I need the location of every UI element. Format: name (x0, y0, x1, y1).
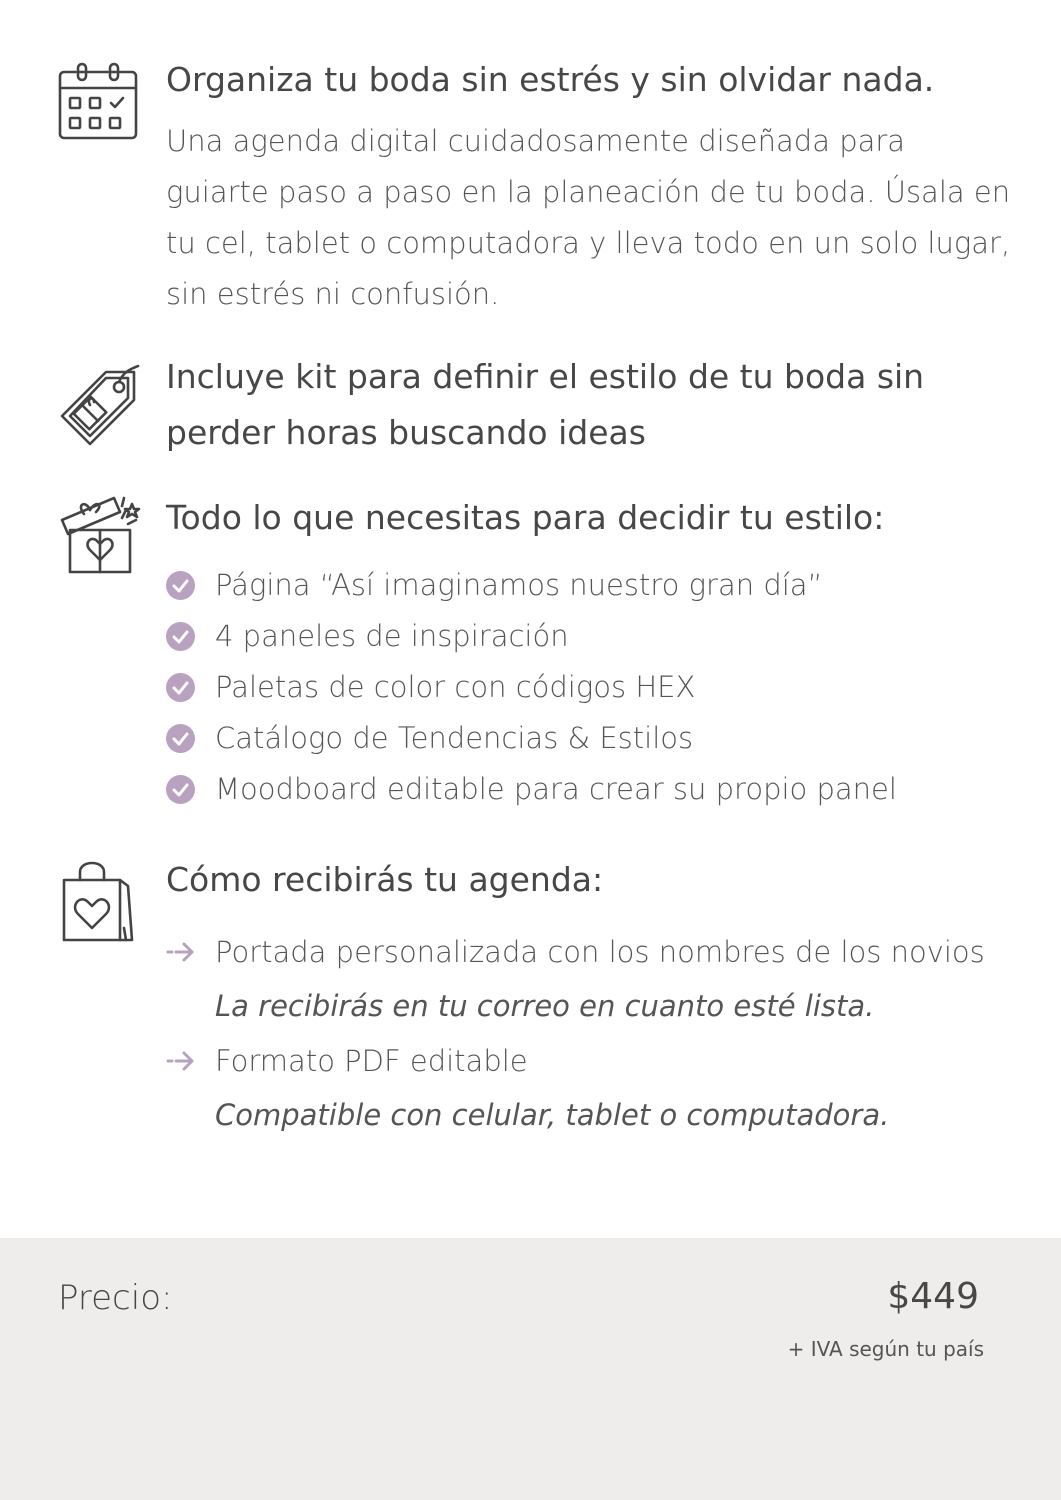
check-icon (166, 673, 195, 702)
price-label: Precio: (58, 1278, 173, 1318)
check-icon (166, 775, 195, 804)
delivery-item-text: Portada personalizada con los nombres de los novios (215, 935, 985, 969)
list-item: Moodboard editable para crear su propio panel (166, 764, 897, 815)
style-title: Todo lo que necesitas para decidir tu estilo: (166, 498, 885, 537)
list-item (166, 1034, 995, 1142)
gift-tag-icon (56, 362, 142, 448)
delivery-title: Cómo recibirás tu agenda: (166, 860, 604, 899)
delivery-item-note: Compatible con celular, tablet o computadora. (215, 1098, 890, 1132)
calendar-icon (56, 58, 142, 144)
list-item: 4 paneles de inspiración (166, 611, 897, 662)
gift-box-icon (56, 490, 142, 576)
price-note: + IVA según tu país (787, 1337, 984, 1361)
check-icon (166, 724, 195, 753)
list-item: Paletas de color con códigos HEX (166, 662, 897, 713)
list-item: Catálogo de Tendencias & Estilos (166, 713, 897, 764)
kit-title: Incluye kit para definir el estilo de tu boda sin perder horas buscando ideas (166, 357, 925, 452)
agenda-title: Organiza tu boda sin estrés y sin olvidar nada. (166, 60, 935, 99)
list-item (166, 925, 995, 1033)
style-checklist (166, 560, 897, 815)
agenda-description: Una agenda digital cuidadosamente diseñada para guiarte paso a paso en la planeación de tu boda. Úsala en tu cel, tablet o computadora y lleva todo en un solo lugar, sin estrés ni confusión. (166, 124, 1011, 311)
check-icon (166, 622, 195, 651)
list-item: Página “Así imaginamos nuestro gran día” (166, 560, 897, 611)
delivery-item-text: Formato PDF editable (215, 1044, 528, 1078)
arrow-right-icon (166, 1048, 198, 1074)
arrow-right-icon (166, 939, 198, 965)
price-value: $449 (887, 1276, 979, 1317)
check-icon (166, 571, 195, 600)
delivery-item-note: La recibirás en tu correo en cuanto esté lista. (215, 989, 875, 1023)
delivery-list (166, 925, 995, 1142)
shopping-bag-icon (56, 858, 142, 944)
